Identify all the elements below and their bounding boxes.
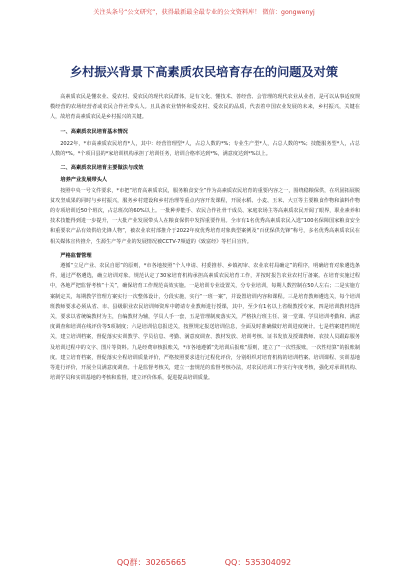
footer-qq-group: QQ群：30265665 [116, 558, 187, 567]
footer-qq: QQ：535304092 [224, 558, 292, 567]
top-banner: 关注头条号“公文研究”，获得最新最全最专业的公文资料库！ 微信：gongwenyj [93, 9, 315, 16]
section-2-heading: 二、高素质农民培育主要做法与成效 [60, 165, 144, 172]
subsection-1-heading: 培养产业发展带头人 [60, 177, 108, 184]
subsection-1-paragraph: 按照中央一号文件要求，*市把“培育高素质农民，服务粮食安全”作为高素质农民培育的重要内容之一，围绕稳粮保供，在巩固拓展脱贫攻坚成果的同时与乡村振兴，服务乡村建设和乡村治理等重点内容开发课程，开展水稻、小麦、玉米、大豆等主要粮食作物和油料作物的专项培训近50个班次，占总班次的60%以上。一批种养能手、农民合作社骨干成员、家庭农场主等高素质农民开阔了眼界，职业素养和技术技能得到进一步提升，一大批产业发展带头人在粮食保供中发挥重要作用。全市有1名优秀高素质农民入选“100名保障国家粮食安全和重要农产品有效供给先锋人物”，被农业农村部推介于2022年度优秀培育对象典型案例及“百优保供先锋”称号，多名优秀高素质农民在相关媒体宣传推介，生源生产等产业的发展情况被CCTV-7频道的《致富经》等栏目宣传。 [50, 187, 360, 245]
subsection-2-paragraph: 遵循“立足产业、农民自愿”的原则，*市各地按照“个人申请、村委推荐、乡镇初审、农业农村局确定”的程序，明确培育对象遴选条件，通过严格遴选，确立培训对象。规范认定了30家培育机构承担高素质农民培育工作，并按时报告农业农村厅备案。在培育实施过程中，各地严把监督考核“十关”，确保培育工作规范高效实施。一是培训专业设置关，分专业培训，每期人数控制在50人左右；二是实施方案制定关，每期教学管理方案实行一次整体设计，分段实施，实行“一班一案”，并设置培训内容和课程。三是培育教师遴选关，每个培训班教师要求必须从省、市、县级职业农民培训师资库中聘请专业教师进行授课，其中，至少有1名以上省级教授专家，四是培训教材选择关，要求以省统编教材为主，自编教材为辅，学员人手一套，五是管理制度落实关，严格执行班主任、第一堂课、学员培训考勤和、满意度调查和培训在线评价等5项制度；六是培训信息报送关，按照规定报送培训信息，全面及时准确做好培训进度统计。七是档案建档规范关，建立培训档案，督促落实实训教学、学员信息、考勤、满意度调查、教材发放、培训考核、证书发放及授课教师、农技人员跟踪服务及培训过程中的文字、图片等资料。九是经费审核报账关，*市各地遵循“先培训后报账”原则，建立了“一次性报账，一次性结算”的报账制度。建立培育档案，督促落实全程培训质量评价，严格按照要求进行过程化评价，分别组织对培育机构的培训档案、培训课程、实训基地等进行评价，开展全员满意度调查。十是监督考核关，建立一套规范的监督考核办法，对农民培训工作实行年度考核，强化对承训机构、培训学员和实训基地的考核和监督，建立评价体系，促进提高培训质量。 [50, 263, 360, 382]
document-body [50, 92, 360, 383]
section-1-heading: 一、高素质农民培育基本情况 [60, 128, 128, 135]
section-1-paragraph: 2022年，*市高素质农民培育*人，其中：经营管理型*人，占总人数的*%；专业生产型*人，占总人数的*%；技能服务型*人，占总人数的*%。*个项目县的*家培训机构承担了培训任务，培训合格率达到*%，满意度达到*%以上。 [50, 140, 360, 158]
subsection-2-heading: 严格监督管理 [60, 252, 92, 259]
footer-contact [0, 557, 408, 569]
intro-paragraph: 高素质农民是懂农业、爱农村、爱农民的现代农民群体，是有文化、懂技术、善经营、会管理的现代农业从业者，是可以从事适度规模经营的农场经营者或农民合作社带头人。且具备农业情怀和爱农村、爱农民的品质，代表着中国农业发展的未来，乡村振兴，关键在人，故培育高素质农民是乡村振兴的关键。 [50, 94, 360, 121]
page-title: 乡村振兴背景下高素质农民培育存在的问题及对策 [69, 65, 339, 79]
